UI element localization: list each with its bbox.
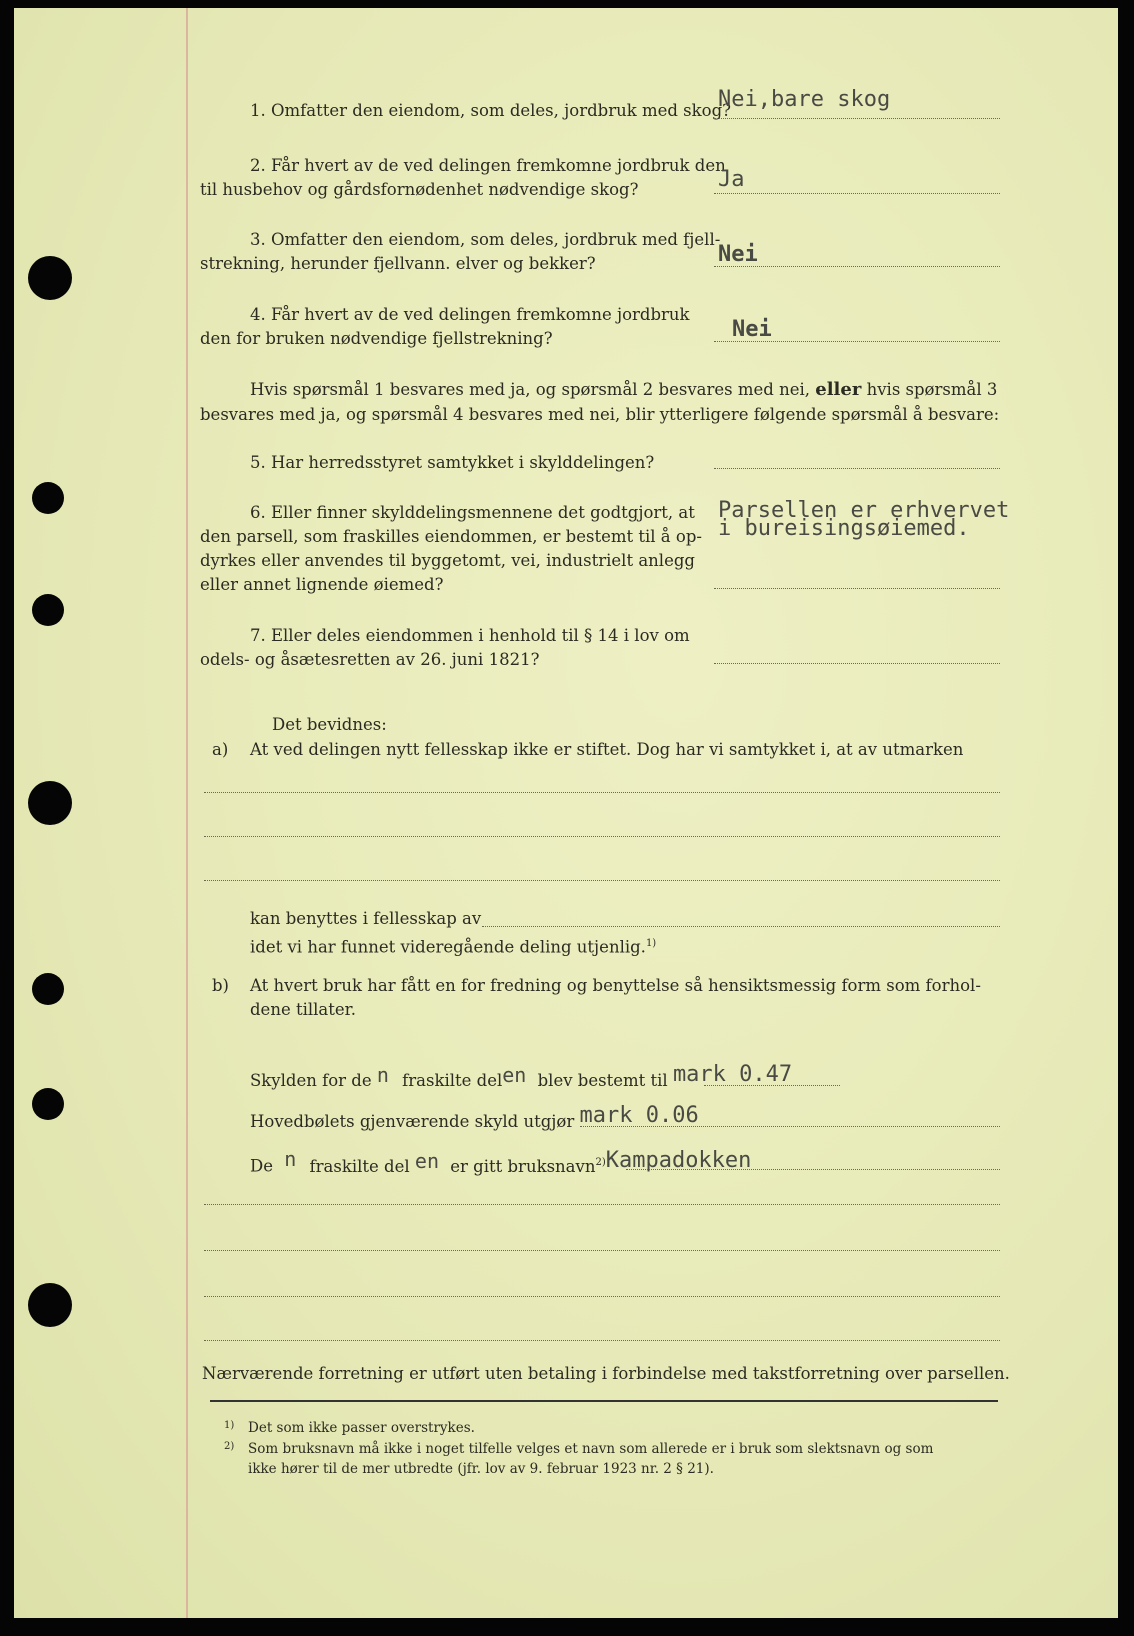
question-6-line4: eller annet lignende øiemed? (200, 575, 444, 594)
answer-line (704, 1085, 840, 1086)
answer-line (714, 266, 1000, 267)
attest-a-label: a) (212, 740, 229, 759)
footnote-divider (210, 1400, 998, 1402)
punch-hole (32, 482, 64, 514)
closing-statement: Nærværende forretning er utført uten betaling i forbindelse med takstforretning over parsellen. (202, 1364, 1010, 1383)
blank-line (482, 926, 1000, 927)
footnote-2-line1: Som bruksnavn må ikke i noget tilfelle velges et navn som allerede er i bruk som slektsnavn og som (248, 1441, 934, 1457)
blank-line (204, 880, 1000, 881)
attest-b-label: b) (212, 976, 229, 995)
footnote-2-mark: 2) (224, 1441, 235, 1452)
blank-line (204, 792, 1000, 793)
instruction-line2: besvares med ja, og spørsmål 4 besvares med nei, blir ytterligere følgende spørsmål å besvare: (200, 405, 1000, 424)
skyld-line1: Skylden for de n fraskilte delen blev bestemt til mark 0.47 (250, 1062, 793, 1090)
punch-hole (32, 973, 64, 1005)
blank-line (204, 1340, 1000, 1341)
question-7-line1: 7. Eller deles eiendommen i henhold til § 14 i lov om (250, 626, 690, 645)
blank-line (204, 1204, 1000, 1205)
question-4-line2: den for bruken nødvendige fjellstrekning? (200, 329, 553, 348)
question-6-line2: den parsell, som fraskilles eiendommen, er bestemt til å op- (200, 527, 702, 546)
question-2-line1: 2. Får hvert av de ved delingen fremkomne jordbruk den (250, 156, 726, 175)
answer-6-line2: i bureisingsøiemed. (718, 516, 970, 541)
question-1: 1. Omfatter den eiendom, som deles, jordbruk med skog? (250, 101, 731, 120)
punch-hole (28, 256, 72, 300)
attest-a-line3: idet vi har funnet videregående deling utjenlig.$^{1)}$ (250, 937, 657, 957)
margin-line (186, 8, 188, 1618)
footnote-2-line2: ikke hører til de mer utbredte (jfr. lov av 9. februar 1923 nr. 2 § 21). (248, 1461, 714, 1477)
answer-1: Nei,bare skog (718, 87, 891, 112)
question-3-line2: strekning, herunder fjellvann. elver og bekker? (200, 254, 596, 273)
blank-line (204, 1250, 1000, 1251)
answer-line (714, 341, 1000, 342)
attest-a-line2: kan benyttes i fellesskap av (250, 909, 482, 928)
skyld-line2: Hovedbølets gjenværende skyld utgjør mark 0.06 (250, 1103, 699, 1131)
blank-line (204, 836, 1000, 837)
question-2-line2: til husbehov og gårdsfornødenhet nødvendige skog? (200, 180, 639, 199)
punch-hole (28, 1283, 72, 1327)
answer-line (580, 1126, 1000, 1127)
attest-heading: Det bevidnes: (272, 715, 387, 734)
question-3-line1: 3. Omfatter den eiendom, som deles, jordbruk med fjell- (250, 230, 721, 249)
answer-line (714, 118, 1000, 119)
answer-6-line1: Parsellen er erhvervet (718, 498, 1010, 523)
question-5: 5. Har herredsstyret samtykket i skylddelingen? (250, 453, 655, 472)
punch-hole (32, 594, 64, 626)
attest-b-line2: dene tillater. (250, 1000, 356, 1019)
punch-hole (32, 1088, 64, 1120)
attest-b-line1: At hvert bruk har fått en for fredning og benyttelse så hensiktsmessig form som forhol- (250, 976, 981, 995)
skyld-line3: De n fraskilte del en er gitt bruksnavn$^{2)}$Kampadokken (250, 1146, 752, 1176)
footnote-1-mark: 1) (224, 1420, 235, 1431)
answer-line (714, 663, 1000, 664)
answer-2: Ja (718, 167, 745, 192)
punch-hole (28, 781, 72, 825)
attest-a-text: At ved delingen nytt fellesskap ikke er stiftet. Dog har vi samtykket i, at av utmarken (250, 740, 964, 759)
answer-line (714, 193, 1000, 194)
question-6-line1: 6. Eller finner skylddelingsmennene det godtgjort, at (250, 503, 695, 522)
blank-line (204, 1296, 1000, 1297)
question-7-line2: odels- og åsætesretten av 26. juni 1821? (200, 650, 540, 669)
question-4-line1: 4. Får hvert av de ved delingen fremkomne jordbruk (250, 305, 690, 324)
answer-3: Nei (718, 242, 758, 267)
answer-line (626, 1169, 1000, 1170)
form-page (14, 8, 1118, 1618)
question-6-line3: dyrkes eller anvendes til byggetomt, vei, industrielt anlegg (200, 551, 695, 570)
instruction-line1: Hvis spørsmål 1 besvares med ja, og spørsmål 2 besvares med nei, eller hvis spørsmål 3 (250, 379, 998, 400)
answer-4: Nei (732, 317, 772, 342)
footnote-1-text: Det som ikke passer overstrykes. (248, 1420, 475, 1436)
answer-line (714, 588, 1000, 589)
answer-line (714, 468, 1000, 469)
